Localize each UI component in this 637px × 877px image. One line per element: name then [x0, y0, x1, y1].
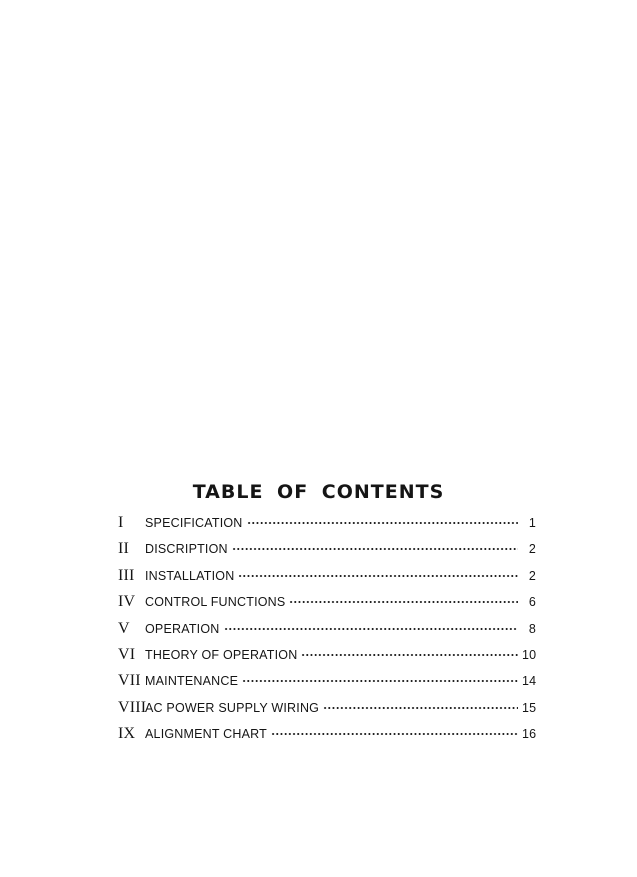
section-numeral: II: [118, 540, 130, 558]
section-title: MAINTENANCE: [145, 674, 239, 689]
toc-entry: [118, 700, 536, 726]
section-numeral: I: [118, 514, 124, 531]
toc-entry: [118, 647, 536, 673]
section-numeral: VI: [118, 645, 136, 663]
dot-leader: [289, 601, 518, 603]
page-number: 8: [528, 621, 536, 636]
toc-title: TABLE OF CONTENTS: [192, 481, 445, 503]
section-title: SPECIFICATION: [145, 516, 243, 530]
toc-entry: [118, 541, 536, 567]
page-number: 6: [528, 595, 536, 610]
section-numeral: VIII: [118, 698, 147, 716]
dot-leader: [242, 680, 518, 682]
section-title: ALIGNMENT CHART: [145, 727, 268, 742]
section-title: INSTALLATION: [145, 568, 235, 583]
dot-leader: [301, 654, 518, 656]
dot-leader: [247, 522, 518, 524]
section-title: THEORY OF OPERATION: [145, 647, 298, 662]
section-numeral: VII: [118, 672, 141, 690]
dot-leader: [271, 733, 518, 735]
dot-leader: [224, 628, 519, 630]
section-title: AC POWER SUPPLY WIRING: [145, 700, 320, 715]
section-numeral: III: [118, 566, 135, 584]
toc-entry: [118, 594, 536, 620]
section-title: DISCRIPTION: [145, 542, 228, 557]
page-number: 15: [522, 700, 537, 715]
section-numeral: IX: [118, 725, 136, 743]
section-numeral: V: [118, 619, 130, 637]
toc-list: [118, 515, 536, 753]
dot-leader: [238, 575, 518, 577]
page-number: 16: [522, 727, 537, 742]
section-title: CONTROL FUNCTIONS: [145, 595, 286, 610]
section-numeral: IV: [118, 593, 136, 611]
section-title: OPERATION: [145, 621, 220, 636]
toc-entry: [118, 568, 536, 594]
page-number: 2: [528, 568, 536, 583]
toc-entry: [118, 515, 536, 541]
page-number: 14: [522, 674, 537, 689]
page-number: 2: [528, 542, 536, 557]
page-number: 10: [522, 647, 537, 662]
page-number: 1: [528, 516, 536, 530]
toc-entry: [118, 726, 536, 752]
toc-entry: [118, 621, 536, 647]
toc-entry: [118, 673, 536, 699]
dot-leader: [232, 548, 518, 550]
dot-leader: [323, 707, 518, 709]
